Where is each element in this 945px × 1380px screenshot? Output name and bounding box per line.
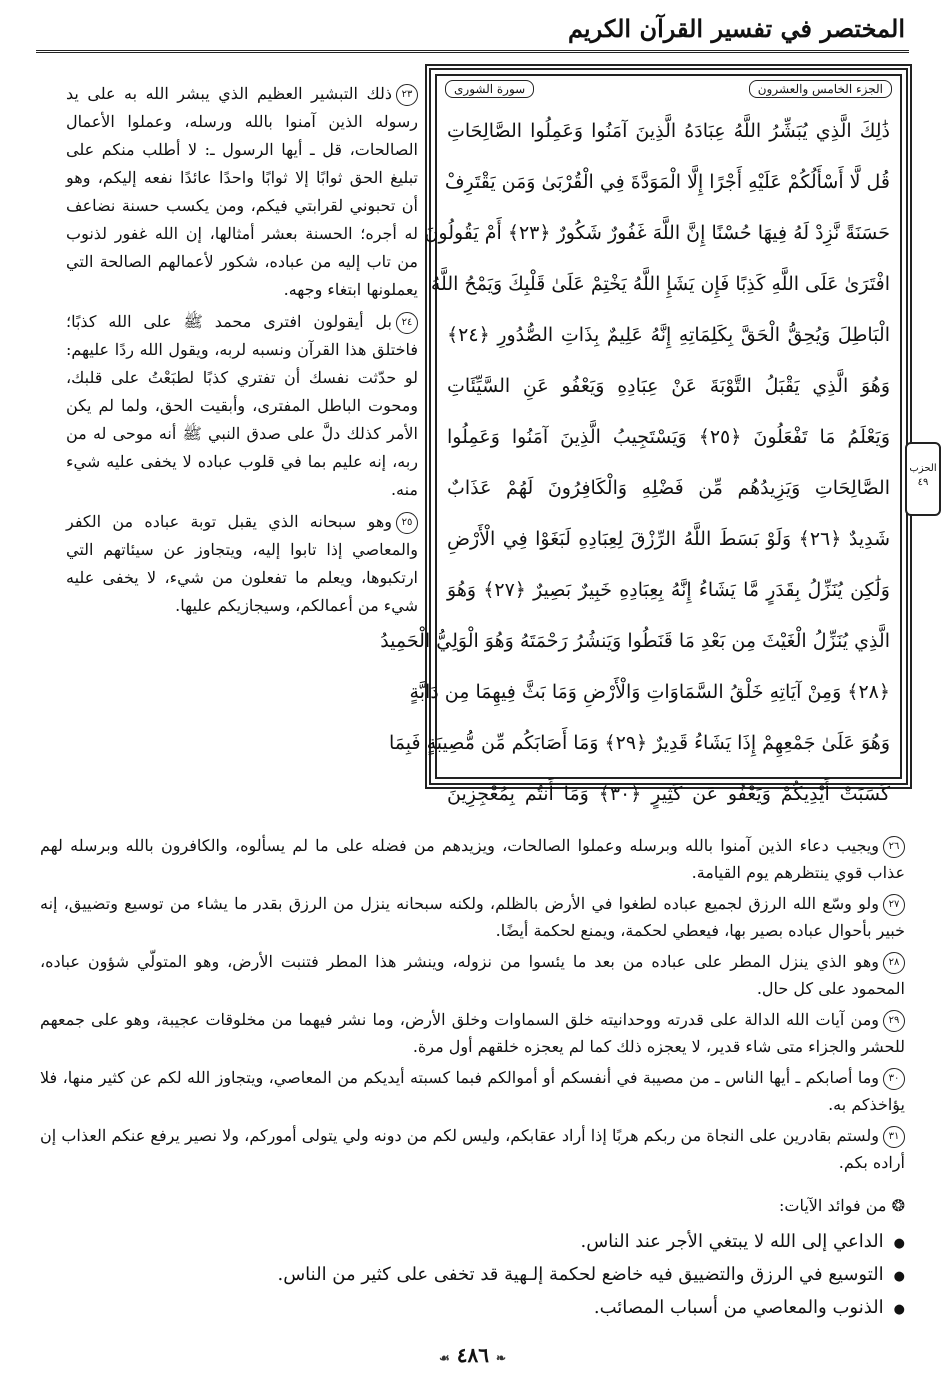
- hizb-number: ٤٩: [917, 477, 929, 488]
- page-header-title: المختصر في تفسير القرآن الكريم: [567, 14, 905, 43]
- quran-line: ﴿٢٨﴾ وَمِنْ آيَاتِهِ خَلْقُ السَّمَاوَاتِ وَالْأَرْضِ وَمَا بَثَّ فِيهِمَا مِن دَابَّةٍ: [409, 681, 890, 703]
- verse-number-badge: ٢٦: [883, 836, 905, 858]
- tafsir-paragraph: [66, 80, 418, 304]
- quran-line: ذَٰلِكَ الَّذِي يُبَشِّرُ اللَّهُ عِبَادَهُ الَّذِينَ آمَنُوا وَعَمِلُوا الصَّالِحَاتِ: [447, 120, 890, 142]
- quran-line: وَهُوَ عَلَىٰ جَمْعِهِمْ إِذَا يَشَاءُ قَدِيرٌ ﴿٢٩﴾ وَمَا أَصَابَكُم مِّن مُّصِيبَةٍ فَبِمَا: [388, 732, 890, 754]
- header-divider: [36, 50, 909, 53]
- quran-text-frame: [380, 64, 912, 805]
- tafsir-text: وما أصابكم ـ أيها الناس ـ من مصيبة في أنفسكم أو أموالكم فبما كسبته أيديكم من المعاصي، ويتجاوز الله لكم عن كثير منها، فلا يؤاخذكم به.: [40, 1068, 905, 1114]
- quran-line: حَسَنَةً نَّزِدْ لَهُ فِيهَا حُسْنًا إِنَّ اللَّهَ غَفُورٌ شَكُورٌ ﴿٢٣﴾ أَمْ يَقُولُونَ: [424, 222, 890, 244]
- tafsir-column: [66, 80, 418, 624]
- tafsir-text: ومن آيات الله الدالة على قدرته ووحدانيته خلق السماوات وخلق الأرض، وما نشر فيهما من مخلوقات عجيبة، وهو على جمعهم للحشر والجزاء متى شاء قدير، لا يعجزه ذلك كما لم يعجزه خلقهم أول مرة.: [40, 1010, 905, 1056]
- ornament-icon: ❧: [495, 1351, 506, 1365]
- quran-line: كَسَبَتْ أَيْدِيكُمْ وَيَعْفُو عَن كَثِيرٍ ﴿٣٠﴾ وَمَا أَنتُم بِمُعْجِزِينَ: [447, 783, 890, 805]
- tafsir-text: ولستم بقادرين على النجاة من ربكم هربًا إذا أراد عقابكم، وليس لكم من دونه ولي يتولى أموركم، ولا نصير يرفع عنكم العذاب إن أراده بكم.: [40, 1126, 905, 1172]
- quran-line: الَّذِي يُنَزِّلُ الْغَيْثَ مِن بَعْدِ مَا قَنَطُوا وَيَنشُرُ رَحْمَتَهُ وَهُوَ الْوَلِيُّ الْحَمِيدُ: [380, 630, 890, 652]
- ornament-icon: ☙: [439, 1351, 450, 1365]
- benefit-item: ● الداعي إلى الله لا يبتغي الأجر عند الناس.: [277, 1226, 905, 1259]
- quran-line: شَدِيدٌ ﴿٢٦﴾ وَلَوْ بَسَطَ اللَّهُ الرِّزْقَ لِعِبَادِهِ لَبَغَوْا فِي الْأَرْضِ: [447, 528, 891, 550]
- verse-number-badge: ٢٤: [396, 312, 418, 334]
- benefit-item: ● الذنوب والمعاصي من أسباب المصائب.: [277, 1292, 905, 1325]
- benefits-list: [277, 1226, 905, 1325]
- tafsir-paragraph: [40, 832, 905, 886]
- juz-label: الجزء الخامس والعشرون: [749, 80, 892, 98]
- sun-ornament-icon: ❂: [891, 1196, 905, 1215]
- tafsir-paragraph: [66, 508, 418, 620]
- verse-number-badge: ٢٧: [883, 894, 905, 916]
- hizb-label: الحزب: [909, 463, 937, 474]
- tafsir-paragraph: [40, 1122, 905, 1176]
- benefits-title: من فوائد الآيات:: [779, 1196, 887, 1215]
- verse-number-badge: ٢٥: [396, 512, 418, 534]
- surah-label: سورة الشورى: [445, 80, 534, 98]
- tafsir-text: ويجيب دعاء الذين آمنوا بالله وبرسله وعملوا الصالحات، ويزيدهم من فضله على ما لم يسألوه، والكافرون بالله وبرسله لهم عذاب قوي ينتظرهم يوم القيامة.: [40, 836, 905, 882]
- tafsir-text: ولو وسّع الله الرزق لجميع عباده لطغوا في الأرض بالظلم، ولكنه سبحانه ينزل من الرزق بقدر ما يشاء من توسيع وتضييق، إنه خبير بأحوال عباده بصير بها، فيعطي لحكمة، ويمنع لحكمة أيضًا.: [40, 894, 905, 940]
- quran-line: وَلَٰكِن يُنَزِّلُ بِقَدَرٍ مَّا يَشَاءُ إِنَّهُ بِعِبَادِهِ خَبِيرٌ بَصِيرٌ ﴿٢٧﴾ وَهُوَ: [447, 579, 890, 601]
- quran-lines: [380, 106, 891, 820]
- verse-number-badge: ٢٣: [396, 84, 418, 106]
- tafsir-paragraph: [40, 948, 905, 1002]
- tafsir-text: وهو الذي ينزل المطر على عباده من بعد ما يئسوا من نزوله، وينشر هذا المطر فتنبت الأرض، وهو المتولّي شؤون عباده، المحمود على كل حال.: [40, 952, 905, 998]
- page-number: [0, 1343, 945, 1367]
- quran-line: افْتَرَىٰ عَلَى اللَّهِ كَذِبًا فَإِن يَشَإِ اللَّهُ يَخْتِمْ عَلَىٰ قَلْبِكَ وَيَمْحُ اللَّهُ: [430, 273, 890, 295]
- quran-line: قُل لَّا أَسْأَلُكُمْ عَلَيْهِ أَجْرًا إِلَّا الْمَوَدَّةَ فِي الْقُرْبَىٰ وَمَن يَقْتَرِفْ: [444, 171, 890, 193]
- quran-text-frame-inner: [380, 74, 902, 805]
- quran-line: وَهُوَ الَّذِي يَقْبَلُ التَّوْبَةَ عَنْ عِبَادِهِ وَيَعْفُو عَنِ السَّيِّئَاتِ: [447, 375, 890, 397]
- tafsir-text: وهو سبحانه الذي يقبل توبة عباده من الكفر والمعاصي إذا تابوا إليه، ويتجاوز عن سيئاتهم التي ارتكبوها، ويعلم ما تفعلون من شيء، لا يخفى عليه شيء من أعمالكم، وسيجازيكم عليها.: [66, 512, 418, 615]
- tafsir-full-width: [40, 832, 905, 1180]
- page-number-value: ٤٨٦: [456, 1343, 489, 1367]
- tafsir-paragraph: [40, 1064, 905, 1118]
- tafsir-paragraph: [66, 308, 418, 504]
- tafsir-text: بل أيقولون افترى محمد ﷺ على الله كذبًا؛ فاختلق هذا القرآن ونسبه لربه، ويقول الله ردًا عليهم: لو حدّثت نفسك أن تفتري كذبًا لطبَعْتُ على قلبك، ومحوت الباطل المفترى، وأبقيت الحق، ولما لم يكن الأمر كذلك دلَّ على صدق النبي ﷺ أنه موحى له من ربه، إنه عليم بما في قلوب عباده لا يخفى عليه شيء منه.: [66, 312, 418, 499]
- verse-number-badge: ٢٩: [883, 1010, 905, 1032]
- verse-number-badge: ٣٠: [883, 1068, 905, 1090]
- verse-number-badge: ٣١: [883, 1126, 905, 1148]
- benefits-heading: [779, 1196, 905, 1215]
- tafsir-paragraph: [40, 890, 905, 944]
- quran-line: وَيَعْلَمُ مَا تَفْعَلُونَ ﴿٢٥﴾ وَيَسْتَجِيبُ الَّذِينَ آمَنُوا وَعَمِلُوا: [447, 426, 890, 448]
- benefit-item: ● التوسيع في الرزق والتضييق فيه خاضع لحكمة إلـهية قد تخفى على كثير من الناس.: [277, 1259, 905, 1292]
- tafsir-paragraph: [40, 1006, 905, 1060]
- quran-line: الْبَاطِلَ وَيُحِقُّ الْحَقَّ بِكَلِمَاتِهِ إِنَّهُ عَلِيمٌ بِذَاتِ الصُّدُورِ ﴿٢٤﴾: [447, 324, 890, 346]
- tafsir-text: ذلك التبشير العظيم الذي يبشر الله به على يد رسوله الذين آمنوا بالله ورسله، وعملوا الأعمال الصالحات، قل ـ أيها الرسول ـ: لا أطلب منكم على تبليغ الحق ثوابًا إلا ثوابًا واحدًا عائدًا نفعه إليكم، وهو أن تحبوني لقرابتي فيكم، ومن يكسب حسنة نضاعف له أجره؛ الحسنة بعشر أمثالها، إن الله غفور لذنوب من تاب إليه من عباده، شكور لأعمالهم الصالحة التي يعملونها ابتغاء وجهه.: [66, 84, 419, 299]
- quran-line: الصَّالِحَاتِ وَيَزِيدُهُم مِّن فَضْلِهِ وَالْكَافِرُونَ لَهُمْ عَذَابٌ: [447, 477, 890, 499]
- hizb-marker: [905, 442, 941, 516]
- verse-number-badge: ٢٨: [883, 952, 905, 974]
